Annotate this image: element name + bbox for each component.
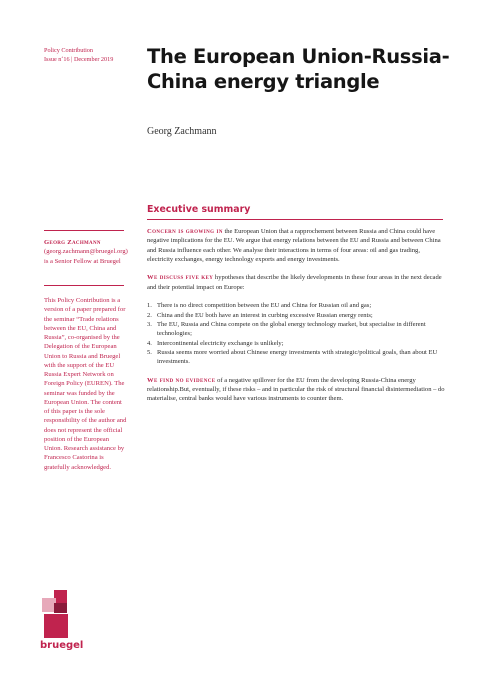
list-item: [147, 320, 445, 339]
list-number: 2.: [147, 311, 152, 319]
list-item: [147, 348, 445, 367]
list-number: 3.: [147, 320, 152, 328]
section-heading: Executive summary: [147, 204, 251, 215]
sidebar-note: This Policy Contribution is a version of a paper prepared for the seminar “Trade relations between the EU, China and Russia”, co-organised by the Delegation of the European Union to Russia and Bruegel with the support of the EU Russia Expert Network on Foreign Policy (EUREN). The seminar was funded by the European Union. The content of this paper is the sole responsibility of the author and does not represent the official position of the European Union. Research assistance by Francesco Castorina is gratefully acknowledged.: [44, 297, 127, 471]
document-title: The European Union-Russia-China energy triangle: [147, 45, 450, 93]
bruegel-logo-text: bruegel: [40, 640, 84, 651]
list-text: The EU, Russia and China compete on the global energy technology market, but specialise in different technologies;: [157, 320, 426, 338]
list-number: 1.: [147, 302, 152, 310]
list-text: There is no direct competition between the EU and China for Russian oil and gas;: [157, 302, 372, 310]
sidebar-rule-top: [44, 230, 124, 231]
list-number: 4.: [147, 339, 152, 347]
list-number: 5.: [147, 348, 152, 356]
summary-body: [147, 227, 445, 413]
issue-line: [44, 55, 113, 64]
author-note: [44, 238, 132, 266]
paragraph-lead: We find no evidence: [147, 376, 216, 384]
series-name: Policy Contribution: [44, 47, 93, 54]
list-text: Intercontinental electricity exchange is unlikely;: [157, 339, 284, 347]
paragraph: [147, 376, 445, 404]
issue-number: Issue n˚16: [44, 56, 70, 63]
author-note-text: (georg.zachmann@bruegel.org) is a Senior Fellow at Bruegel: [44, 248, 128, 265]
section-rule: [147, 219, 443, 220]
paragraph: [147, 273, 445, 292]
issue-separator: |: [71, 56, 73, 63]
list-text: Russia seems more worried about Chinese energy investments with strategic/political goals, than about EU investments.: [157, 348, 438, 366]
paragraph-text: hypotheses that describe the likely developments in these four areas in the next decade and their potential impact on Europe:: [147, 274, 442, 291]
document-author: Georg Zachmann: [147, 126, 217, 137]
hypotheses-list: [147, 301, 445, 366]
author-note-name: Georg Zachmann: [44, 239, 101, 246]
list-item: [147, 311, 445, 320]
list-item: [147, 301, 445, 310]
list-item: [147, 339, 445, 348]
list-text: China and the EU both have an interest in curbing excessive Russian energy rents;: [157, 311, 373, 319]
sidebar-rule-bottom: [44, 285, 124, 286]
paragraph-lead: Concern is growing in: [147, 228, 223, 235]
paragraph-text: of a negative spillover for the EU from the developing Russia-China energy relationship.But, eventually, if these risks – and in particular the risk of structural financial disintermediation – do materialise, central banks would have various instruments to counter them.: [147, 376, 445, 403]
paragraph: [147, 227, 445, 264]
series-label: [44, 46, 113, 64]
paragraph-lead: We discuss five key: [147, 274, 214, 282]
issue-date: December 2019: [73, 56, 114, 63]
paragraph-text: the European Union that a rapprochement between Russia and China could have negative implications for the EU. We argue that energy relations between the EU and Russia and between China and Russia influence each other. We analyse their interactions in terms of four areas: oil and gas trading, electricity exchanges, energy technology exports and energy investments.: [147, 228, 441, 263]
